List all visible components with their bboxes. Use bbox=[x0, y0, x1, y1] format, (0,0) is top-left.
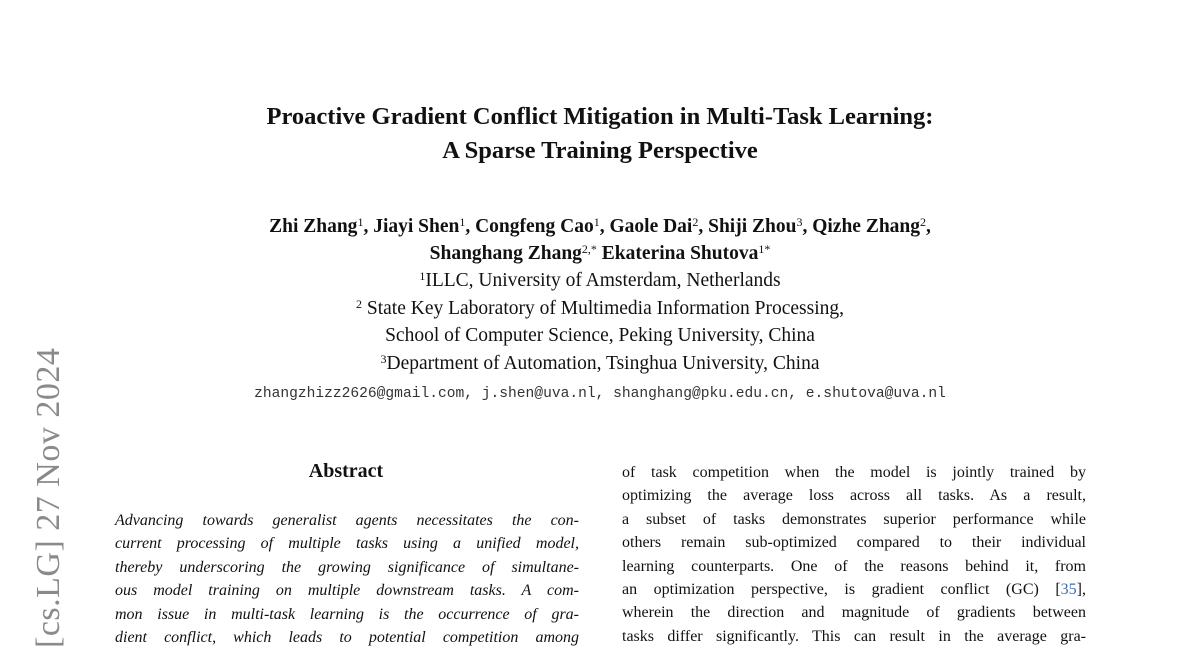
author-affiliation-mark: 2 bbox=[692, 215, 699, 229]
author-name: Gaole Dai bbox=[609, 216, 693, 237]
body-text-line bbox=[622, 555, 1086, 578]
author-name: Zhi Zhang bbox=[269, 216, 358, 237]
author-affiliation-mark: 2,* bbox=[581, 242, 597, 256]
abstract-line: Advancing towards generalist agents necessitates the con- bbox=[115, 512, 579, 529]
body-text-fragment: tasks differ significantly. This can result in the average gra- bbox=[622, 627, 1086, 645]
title-line-1: Proactive Gradient Conflict Mitigation in Multi-Task Learning: bbox=[266, 103, 934, 130]
author-affiliation-mark: 3 bbox=[796, 215, 803, 229]
abstract-line: mon issue in multi-task learning is the occurrence of gra- bbox=[115, 605, 579, 623]
body-text-fragment: a subset of tasks demonstrates superior performance while bbox=[622, 510, 1086, 528]
author-name: Ekaterina Shutova bbox=[601, 243, 759, 264]
affiliation-text: ILLC, University of Amsterdam, Netherlands bbox=[425, 270, 781, 291]
body-text-fragment: wherein the direction and magnitude of gradients between bbox=[622, 604, 1086, 622]
affiliation-mark: 1 bbox=[419, 269, 426, 283]
body-text-line bbox=[622, 601, 1086, 624]
citation-link[interactable]: 35 bbox=[1060, 580, 1077, 598]
affiliation-text: State Key Laboratory of Multimedia Information Processing, bbox=[362, 297, 844, 319]
body-text-line bbox=[622, 461, 1086, 484]
body-text-fragment: others remain sub-optimized compared to their individual bbox=[622, 534, 1086, 552]
abstract-line: ous model training on multiple downstream tasks. A com- bbox=[115, 582, 579, 600]
paper-title bbox=[0, 100, 1200, 168]
body-text-fragment: of task competition when the model is jointly trained by bbox=[622, 464, 1086, 481]
author-affiliation-mark: 1* bbox=[758, 242, 771, 256]
body-text-fragment: ], bbox=[1076, 580, 1086, 598]
affiliation-line bbox=[0, 295, 1200, 323]
affiliation-mark: 2 bbox=[356, 296, 363, 311]
author-affiliation-mark: 1 bbox=[593, 215, 600, 229]
author-name: Congfeng Cao bbox=[475, 216, 594, 237]
author-name: Jiayi Shen bbox=[373, 216, 460, 237]
author-name: Shanghang Zhang bbox=[429, 243, 582, 264]
abstract-body bbox=[115, 509, 579, 649]
author-line-1: Zhi Zhang$^1$, Jiayi Shen$^1$, Congfeng Cao$^1$, Gaole Dai$^2$, Shiji Zhou$^3$, Qizhe Zhang$^2$, bbox=[269, 215, 931, 237]
body-text-line bbox=[622, 531, 1086, 554]
author-affiliation-mark: 1 bbox=[459, 215, 466, 229]
author-affiliation-mark: 1 bbox=[357, 215, 364, 229]
author-line-2 bbox=[0, 240, 1200, 267]
body-text-line bbox=[622, 625, 1086, 648]
affiliation-line bbox=[0, 267, 1200, 295]
abstract-line: current processing of multiple tasks using a unified model, bbox=[115, 535, 579, 553]
author-emails: zhangzhizz2626@gmail.com, j.shen@uva.nl, shanghang@pku.edu.cn, e.shutova@uva.nl bbox=[254, 386, 946, 402]
affiliation-mark: 3 bbox=[380, 351, 387, 366]
body-text-fragment: learning counterparts. One of the reasons behind it, from bbox=[622, 557, 1086, 575]
affiliation-line bbox=[0, 322, 1200, 350]
author-block bbox=[0, 213, 1200, 377]
body-text-fragment: an optimization perspective, is gradient conflict (GC) [ bbox=[622, 580, 1061, 598]
abstract-heading: Abstract bbox=[308, 460, 384, 482]
body-text-line bbox=[622, 578, 1086, 601]
author-affiliation-mark: 2 bbox=[920, 215, 927, 229]
body-text-line bbox=[622, 484, 1086, 507]
affiliations bbox=[0, 267, 1200, 377]
author-name: Shiji Zhou bbox=[708, 216, 797, 237]
body-text-line bbox=[622, 508, 1086, 531]
affiliation-line bbox=[0, 350, 1200, 378]
title-line-2: A Sparse Training Perspective bbox=[442, 137, 758, 164]
author-name: Qizhe Zhang bbox=[812, 216, 921, 237]
arxiv-stamp-text: [cs.LG] 27 Nov 2024 bbox=[30, 347, 67, 648]
abstract-line: thereby underscoring the growing significance of simultane- bbox=[115, 558, 579, 576]
body-text-fragment: optimizing the average loss across all tasks. As a result, bbox=[622, 487, 1086, 505]
abstract-line: dient conflict, which leads to potential competition among bbox=[115, 628, 579, 646]
affiliation-text: School of Computer Science, Peking University, China bbox=[385, 325, 815, 346]
body-text-right-column bbox=[622, 461, 1086, 648]
affiliation-text: Department of Automation, Tsinghua University, China bbox=[386, 352, 820, 374]
